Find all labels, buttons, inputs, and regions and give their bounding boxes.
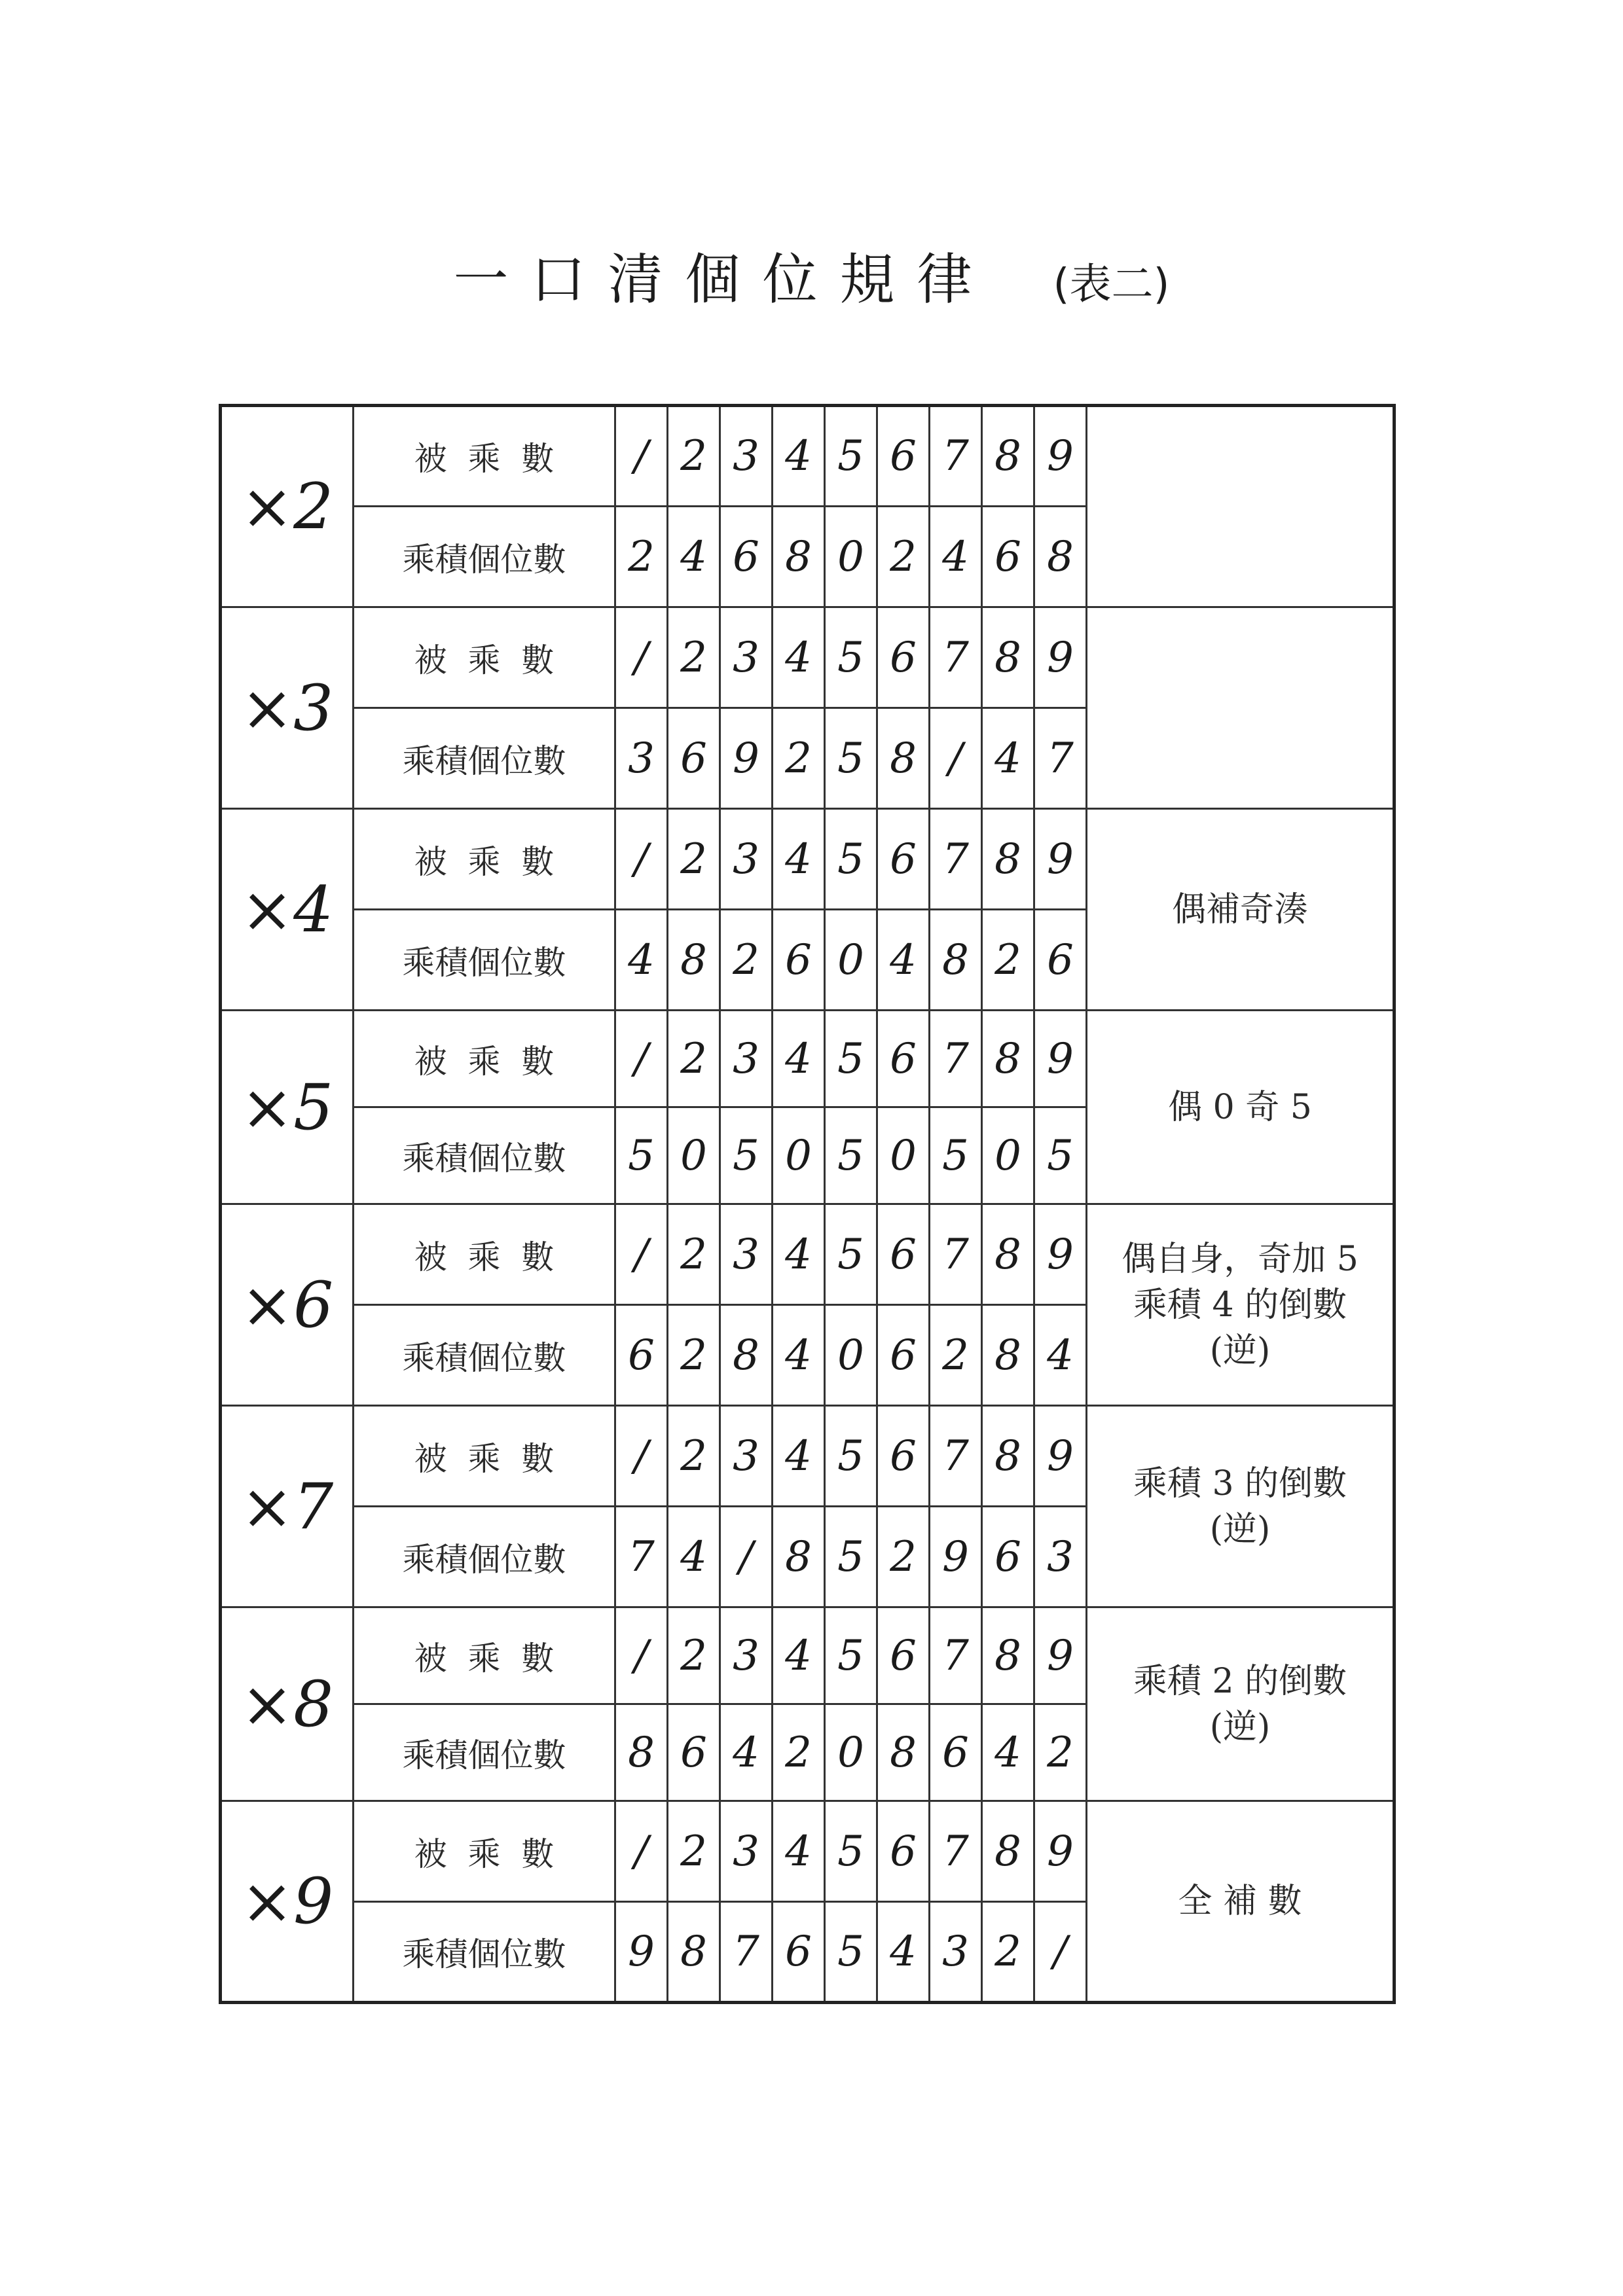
multiplicand-digit: 8 — [982, 607, 1034, 708]
units-digit-table — [219, 404, 1396, 2004]
multiplier-cell: ×3 — [221, 607, 354, 809]
product-ones-digit: 6 — [773, 1902, 825, 2003]
multiplicand-digit: 8 — [982, 1406, 1034, 1507]
rule-cell — [1087, 607, 1395, 809]
multiplicand-digit: 8 — [982, 809, 1034, 910]
multiplicand-digit: / — [615, 1011, 668, 1107]
multiplicand-digit: 6 — [877, 809, 930, 910]
product-ones-digit: 2 — [982, 910, 1034, 1011]
rule-cell: 乘積 3 的倒數 (逆) — [1087, 1406, 1395, 1607]
multiplicand-label: 被 乘 數 — [354, 1204, 615, 1305]
table-row-multiplicand — [221, 607, 1395, 708]
product-ones-label: 乘積個位數 — [354, 910, 615, 1011]
product-ones-label: 乘積個位數 — [354, 1507, 615, 1607]
product-ones-digit: 6 — [982, 1507, 1034, 1607]
multiplicand-digit: 9 — [1034, 406, 1087, 507]
product-ones-digit: 9 — [720, 708, 773, 809]
multiplicand-digit: 5 — [825, 1607, 877, 1704]
product-ones-digit: 8 — [877, 1704, 930, 1801]
product-ones-digit: 4 — [1034, 1305, 1087, 1406]
multiplicand-digit: 3 — [720, 1204, 773, 1305]
multiplicand-digit: 3 — [720, 1011, 773, 1107]
multiplicand-digit: 5 — [825, 809, 877, 910]
product-ones-digit: 7 — [1034, 708, 1087, 809]
multiplicand-digit: 7 — [930, 607, 982, 708]
title-main: 一口清個位規律 — [453, 247, 994, 312]
product-ones-digit: 2 — [877, 1507, 930, 1607]
title-sub: (表二) — [1053, 260, 1170, 309]
multiplicand-digit: 4 — [773, 809, 825, 910]
multiplicand-digit: 9 — [1034, 1204, 1087, 1305]
product-ones-digit: 5 — [825, 1107, 877, 1204]
product-ones-digit: 4 — [982, 1704, 1034, 1801]
multiplicand-digit: 8 — [982, 406, 1034, 507]
multiplicand-digit: 4 — [773, 1801, 825, 1902]
multiplicand-digit: 6 — [877, 607, 930, 708]
multiplier-cell: ×5 — [221, 1011, 354, 1204]
table-row-multiplicand — [221, 1406, 1395, 1507]
product-ones-digit: 2 — [877, 507, 930, 607]
product-ones-digit: 4 — [877, 1902, 930, 2003]
multiplicand-digit: 8 — [982, 1011, 1034, 1107]
product-ones-digit: 8 — [615, 1704, 668, 1801]
multiplicand-digit: 4 — [773, 406, 825, 507]
product-ones-digit: 0 — [825, 507, 877, 607]
product-ones-digit: 2 — [615, 507, 668, 607]
product-ones-digit: 5 — [1034, 1107, 1087, 1204]
product-ones-digit: 4 — [668, 1507, 720, 1607]
multiplicand-digit: 7 — [930, 1801, 982, 1902]
product-ones-digit: 5 — [825, 708, 877, 809]
product-ones-digit: / — [720, 1507, 773, 1607]
multiplicand-digit: 2 — [668, 1204, 720, 1305]
multiplicand-digit: 4 — [773, 607, 825, 708]
multiplier-cell: ×6 — [221, 1204, 354, 1406]
product-ones-digit: 6 — [877, 1305, 930, 1406]
multiplicand-digit: 5 — [825, 607, 877, 708]
product-ones-label: 乘積個位數 — [354, 1305, 615, 1406]
product-ones-label: 乘積個位數 — [354, 1107, 615, 1204]
rule-cell: 偶 0 奇 5 — [1087, 1011, 1395, 1204]
product-ones-digit: 4 — [615, 910, 668, 1011]
multiplicand-digit: / — [615, 1801, 668, 1902]
multiplicand-digit: 7 — [930, 809, 982, 910]
table-row-multiplicand — [221, 1204, 1395, 1305]
multiplicand-digit: 6 — [877, 1011, 930, 1107]
multiplicand-digit: 5 — [825, 1406, 877, 1507]
multiplicand-digit: 5 — [825, 1204, 877, 1305]
product-ones-digit: 0 — [825, 1704, 877, 1801]
multiplicand-label: 被 乘 數 — [354, 809, 615, 910]
multiplicand-label: 被 乘 數 — [354, 406, 615, 507]
multiplicand-digit: 8 — [982, 1607, 1034, 1704]
multiplicand-digit: / — [615, 406, 668, 507]
product-ones-digit: 5 — [615, 1107, 668, 1204]
multiplicand-digit: 2 — [668, 1801, 720, 1902]
product-ones-digit: 9 — [930, 1507, 982, 1607]
multiplicand-digit: 9 — [1034, 607, 1087, 708]
table-row-multiplicand — [221, 1011, 1395, 1107]
multiplicand-digit: 9 — [1034, 1801, 1087, 1902]
product-ones-digit: 4 — [668, 507, 720, 607]
rule-cell: 偶補奇湊 — [1087, 809, 1395, 1011]
multiplicand-digit: 9 — [1034, 809, 1087, 910]
multiplicand-digit: 8 — [982, 1801, 1034, 1902]
multiplicand-label: 被 乘 數 — [354, 607, 615, 708]
multiplicand-digit: 7 — [930, 1607, 982, 1704]
product-ones-digit: 8 — [773, 1507, 825, 1607]
product-ones-digit: 6 — [615, 1305, 668, 1406]
multiplicand-digit: / — [615, 1204, 668, 1305]
product-ones-digit: 3 — [930, 1902, 982, 2003]
product-ones-digit: 6 — [982, 507, 1034, 607]
product-ones-digit: 6 — [930, 1704, 982, 1801]
product-ones-digit: 6 — [668, 708, 720, 809]
multiplicand-digit: 2 — [668, 1406, 720, 1507]
multiplicand-digit: 3 — [720, 607, 773, 708]
multiplier-cell: ×8 — [221, 1607, 354, 1801]
product-ones-digit: 8 — [982, 1305, 1034, 1406]
product-ones-digit: 8 — [773, 507, 825, 607]
product-ones-digit: 5 — [930, 1107, 982, 1204]
product-ones-digit: 7 — [720, 1902, 773, 2003]
multiplicand-label: 被 乘 數 — [354, 1406, 615, 1507]
product-ones-digit: 9 — [615, 1902, 668, 2003]
product-ones-digit: 0 — [825, 1305, 877, 1406]
multiplicand-digit: 7 — [930, 1204, 982, 1305]
product-ones-digit: 2 — [668, 1305, 720, 1406]
rule-cell — [1087, 406, 1395, 607]
table-row-multiplicand — [221, 1607, 1395, 1704]
multiplicand-digit: 6 — [877, 406, 930, 507]
product-ones-digit: 2 — [773, 708, 825, 809]
product-ones-digit: 2 — [773, 1704, 825, 1801]
product-ones-digit: / — [1034, 1902, 1087, 2003]
product-ones-digit: 4 — [877, 910, 930, 1011]
multiplicand-digit: 5 — [825, 406, 877, 507]
multiplicand-digit: 9 — [1034, 1607, 1087, 1704]
multiplicand-digit: 3 — [720, 1406, 773, 1507]
multiplicand-digit: 9 — [1034, 1011, 1087, 1107]
multiplicand-digit: 3 — [720, 809, 773, 910]
table-row-multiplicand — [221, 406, 1395, 507]
multiplicand-digit: 7 — [930, 1406, 982, 1507]
multiplicand-digit: 2 — [668, 406, 720, 507]
product-ones-digit: 5 — [825, 1902, 877, 2003]
multiplicand-label: 被 乘 數 — [354, 1011, 615, 1107]
rule-cell: 乘積 2 的倒數 (逆) — [1087, 1607, 1395, 1801]
product-ones-digit: 4 — [720, 1704, 773, 1801]
product-ones-label: 乘積個位數 — [354, 1902, 615, 2003]
product-ones-digit: 4 — [930, 507, 982, 607]
multiplier-cell: ×7 — [221, 1406, 354, 1607]
product-ones-label: 乘積個位數 — [354, 507, 615, 607]
product-ones-digit: 6 — [668, 1704, 720, 1801]
multiplicand-digit: / — [615, 607, 668, 708]
multiplicand-digit: 2 — [668, 1607, 720, 1704]
product-ones-digit: 2 — [720, 910, 773, 1011]
multiplicand-digit: 4 — [773, 1011, 825, 1107]
multiplicand-digit: 8 — [982, 1204, 1034, 1305]
multiplicand-digit: / — [615, 1607, 668, 1704]
product-ones-digit: 6 — [773, 910, 825, 1011]
product-ones-digit: 5 — [825, 1507, 877, 1607]
product-ones-digit: 6 — [720, 507, 773, 607]
multiplicand-digit: 6 — [877, 1607, 930, 1704]
multiplicand-digit: 6 — [877, 1204, 930, 1305]
multiplicand-label: 被 乘 數 — [354, 1801, 615, 1902]
multiplicand-digit: 4 — [773, 1204, 825, 1305]
product-ones-label: 乘積個位數 — [354, 1704, 615, 1801]
product-ones-digit: 2 — [982, 1902, 1034, 2003]
product-ones-digit: 0 — [668, 1107, 720, 1204]
product-ones-digit: 0 — [825, 910, 877, 1011]
product-ones-digit: 2 — [930, 1305, 982, 1406]
page-title — [0, 236, 1623, 315]
multiplicand-digit: 3 — [720, 406, 773, 507]
product-ones-digit: 4 — [982, 708, 1034, 809]
multiplier-cell: ×4 — [221, 809, 354, 1011]
multiplicand-digit: 4 — [773, 1406, 825, 1507]
multiplicand-digit: 3 — [720, 1607, 773, 1704]
multiplicand-digit: 7 — [930, 1011, 982, 1107]
table-body — [221, 406, 1395, 2003]
product-ones-digit: 7 — [615, 1507, 668, 1607]
product-ones-digit: 6 — [1034, 910, 1087, 1011]
product-ones-digit: 4 — [773, 1305, 825, 1406]
product-ones-digit: 8 — [668, 910, 720, 1011]
product-ones-digit: 8 — [930, 910, 982, 1011]
multiplicand-digit: 6 — [877, 1406, 930, 1507]
multiplicand-digit: 2 — [668, 809, 720, 910]
multiplier-cell: ×9 — [221, 1801, 354, 2003]
multiplicand-digit: 4 — [773, 1607, 825, 1704]
product-ones-digit: 0 — [773, 1107, 825, 1204]
multiplicand-digit: 5 — [825, 1801, 877, 1902]
product-ones-digit: 8 — [668, 1902, 720, 2003]
product-ones-digit: 0 — [982, 1107, 1034, 1204]
product-ones-digit: 8 — [720, 1305, 773, 1406]
product-ones-digit: 0 — [877, 1107, 930, 1204]
rule-cell: 偶自身，奇加 5 乘積 4 的倒數 (逆) — [1087, 1204, 1395, 1406]
multiplicand-label: 被 乘 數 — [354, 1607, 615, 1704]
multiplier-cell: ×2 — [221, 406, 354, 607]
product-ones-digit: 2 — [1034, 1704, 1087, 1801]
product-ones-digit: 8 — [877, 708, 930, 809]
product-ones-digit: 3 — [615, 708, 668, 809]
product-ones-digit: 3 — [1034, 1507, 1087, 1607]
multiplicand-digit: 2 — [668, 1011, 720, 1107]
product-ones-digit: 5 — [720, 1107, 773, 1204]
multiplicand-digit: 2 — [668, 607, 720, 708]
product-ones-digit: 8 — [1034, 507, 1087, 607]
multiplicand-digit: / — [615, 809, 668, 910]
table-row-multiplicand — [221, 809, 1395, 910]
multiplicand-digit: 3 — [720, 1801, 773, 1902]
table-row-multiplicand — [221, 1801, 1395, 1902]
multiplicand-digit: / — [615, 1406, 668, 1507]
product-ones-digit: / — [930, 708, 982, 809]
multiplicand-digit: 6 — [877, 1801, 930, 1902]
multiplicand-digit: 9 — [1034, 1406, 1087, 1507]
rule-cell: 全 補 數 — [1087, 1801, 1395, 2003]
multiplicand-digit: 7 — [930, 406, 982, 507]
multiplicand-digit: 5 — [825, 1011, 877, 1107]
product-ones-label: 乘積個位數 — [354, 708, 615, 809]
